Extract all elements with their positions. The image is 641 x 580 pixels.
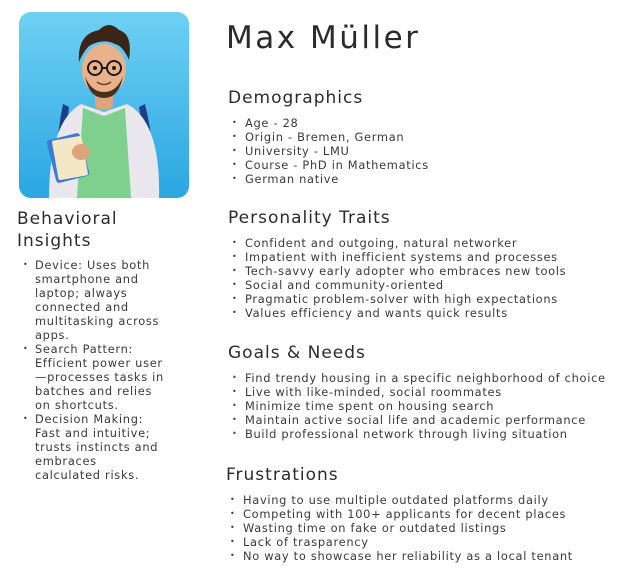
list-item: • Pragmatic problem-solver with high expectations bbox=[228, 292, 566, 306]
list-item: • Find trendy housing in a specific neighborhood of choice bbox=[228, 371, 606, 385]
demographics-section bbox=[228, 88, 429, 186]
goals-needs-list bbox=[228, 371, 606, 441]
list-item: • Values efficiency and wants quick results bbox=[228, 306, 566, 320]
behavioral-insights-section bbox=[17, 208, 177, 482]
list-item: • Having to use multiple outdated platforms daily bbox=[226, 493, 573, 507]
list-item: • Maintain active social life and academic performance bbox=[228, 413, 606, 427]
list-item: • Impatient with inefficient systems and processes bbox=[228, 250, 566, 264]
list-item: • Device: Uses both smartphone and laptop; always connected and multitasking across apps. bbox=[17, 258, 165, 342]
list-item: • Minimize time spent on housing search bbox=[228, 399, 606, 413]
frustrations-list bbox=[226, 493, 573, 563]
list-item: • University - LMU bbox=[228, 144, 429, 158]
list-item: • Course - PhD in Mathematics bbox=[228, 158, 429, 172]
list-item: • Social and community-oriented bbox=[228, 278, 566, 292]
personality-traits-list bbox=[228, 236, 566, 320]
demographics-list bbox=[228, 116, 429, 186]
list-item: • Search Pattern: Efficient power user—processes tasks in batches and relies on shortcuts. bbox=[17, 342, 165, 412]
list-item: • Build professional network through living situation bbox=[228, 427, 606, 441]
list-item: • German native bbox=[228, 172, 429, 186]
list-item: • Decision Making: Fast and intuitive; trusts instincts and embraces calculated risks. bbox=[17, 412, 165, 482]
list-item: • Confident and outgoing, natural networker bbox=[228, 236, 566, 250]
personality-traits-title: Personality Traits bbox=[228, 208, 391, 228]
avatar bbox=[19, 12, 189, 198]
list-item: • No way to showcase her reliability as a local tenant bbox=[226, 549, 573, 563]
behavioral-insights-title: Behavioral Insights bbox=[17, 209, 118, 251]
list-item: • Origin - Bremen, German bbox=[228, 130, 429, 144]
list-item: • Wasting time on fake or outdated listings bbox=[226, 521, 573, 535]
frustrations-title: Frustrations bbox=[226, 465, 339, 485]
personality-traits-section bbox=[228, 208, 566, 320]
frustrations-section bbox=[226, 465, 573, 563]
goals-needs-title: Goals & Needs bbox=[228, 343, 366, 363]
list-item: • Competing with 100+ applicants for decent places bbox=[226, 507, 573, 521]
list-item: • Tech-savvy early adopter who embraces new tools bbox=[228, 264, 566, 278]
list-item: • Age - 28 bbox=[228, 116, 429, 130]
list-item: • Live with like-minded, social roommates bbox=[228, 385, 606, 399]
goals-needs-section bbox=[228, 343, 606, 441]
persona-name: Max Müller bbox=[226, 20, 421, 56]
demographics-title: Demographics bbox=[228, 88, 364, 108]
student-avatar-icon bbox=[19, 12, 189, 198]
list-item: • Lack of trasparency bbox=[226, 535, 573, 549]
behavioral-insights-list bbox=[17, 258, 177, 482]
